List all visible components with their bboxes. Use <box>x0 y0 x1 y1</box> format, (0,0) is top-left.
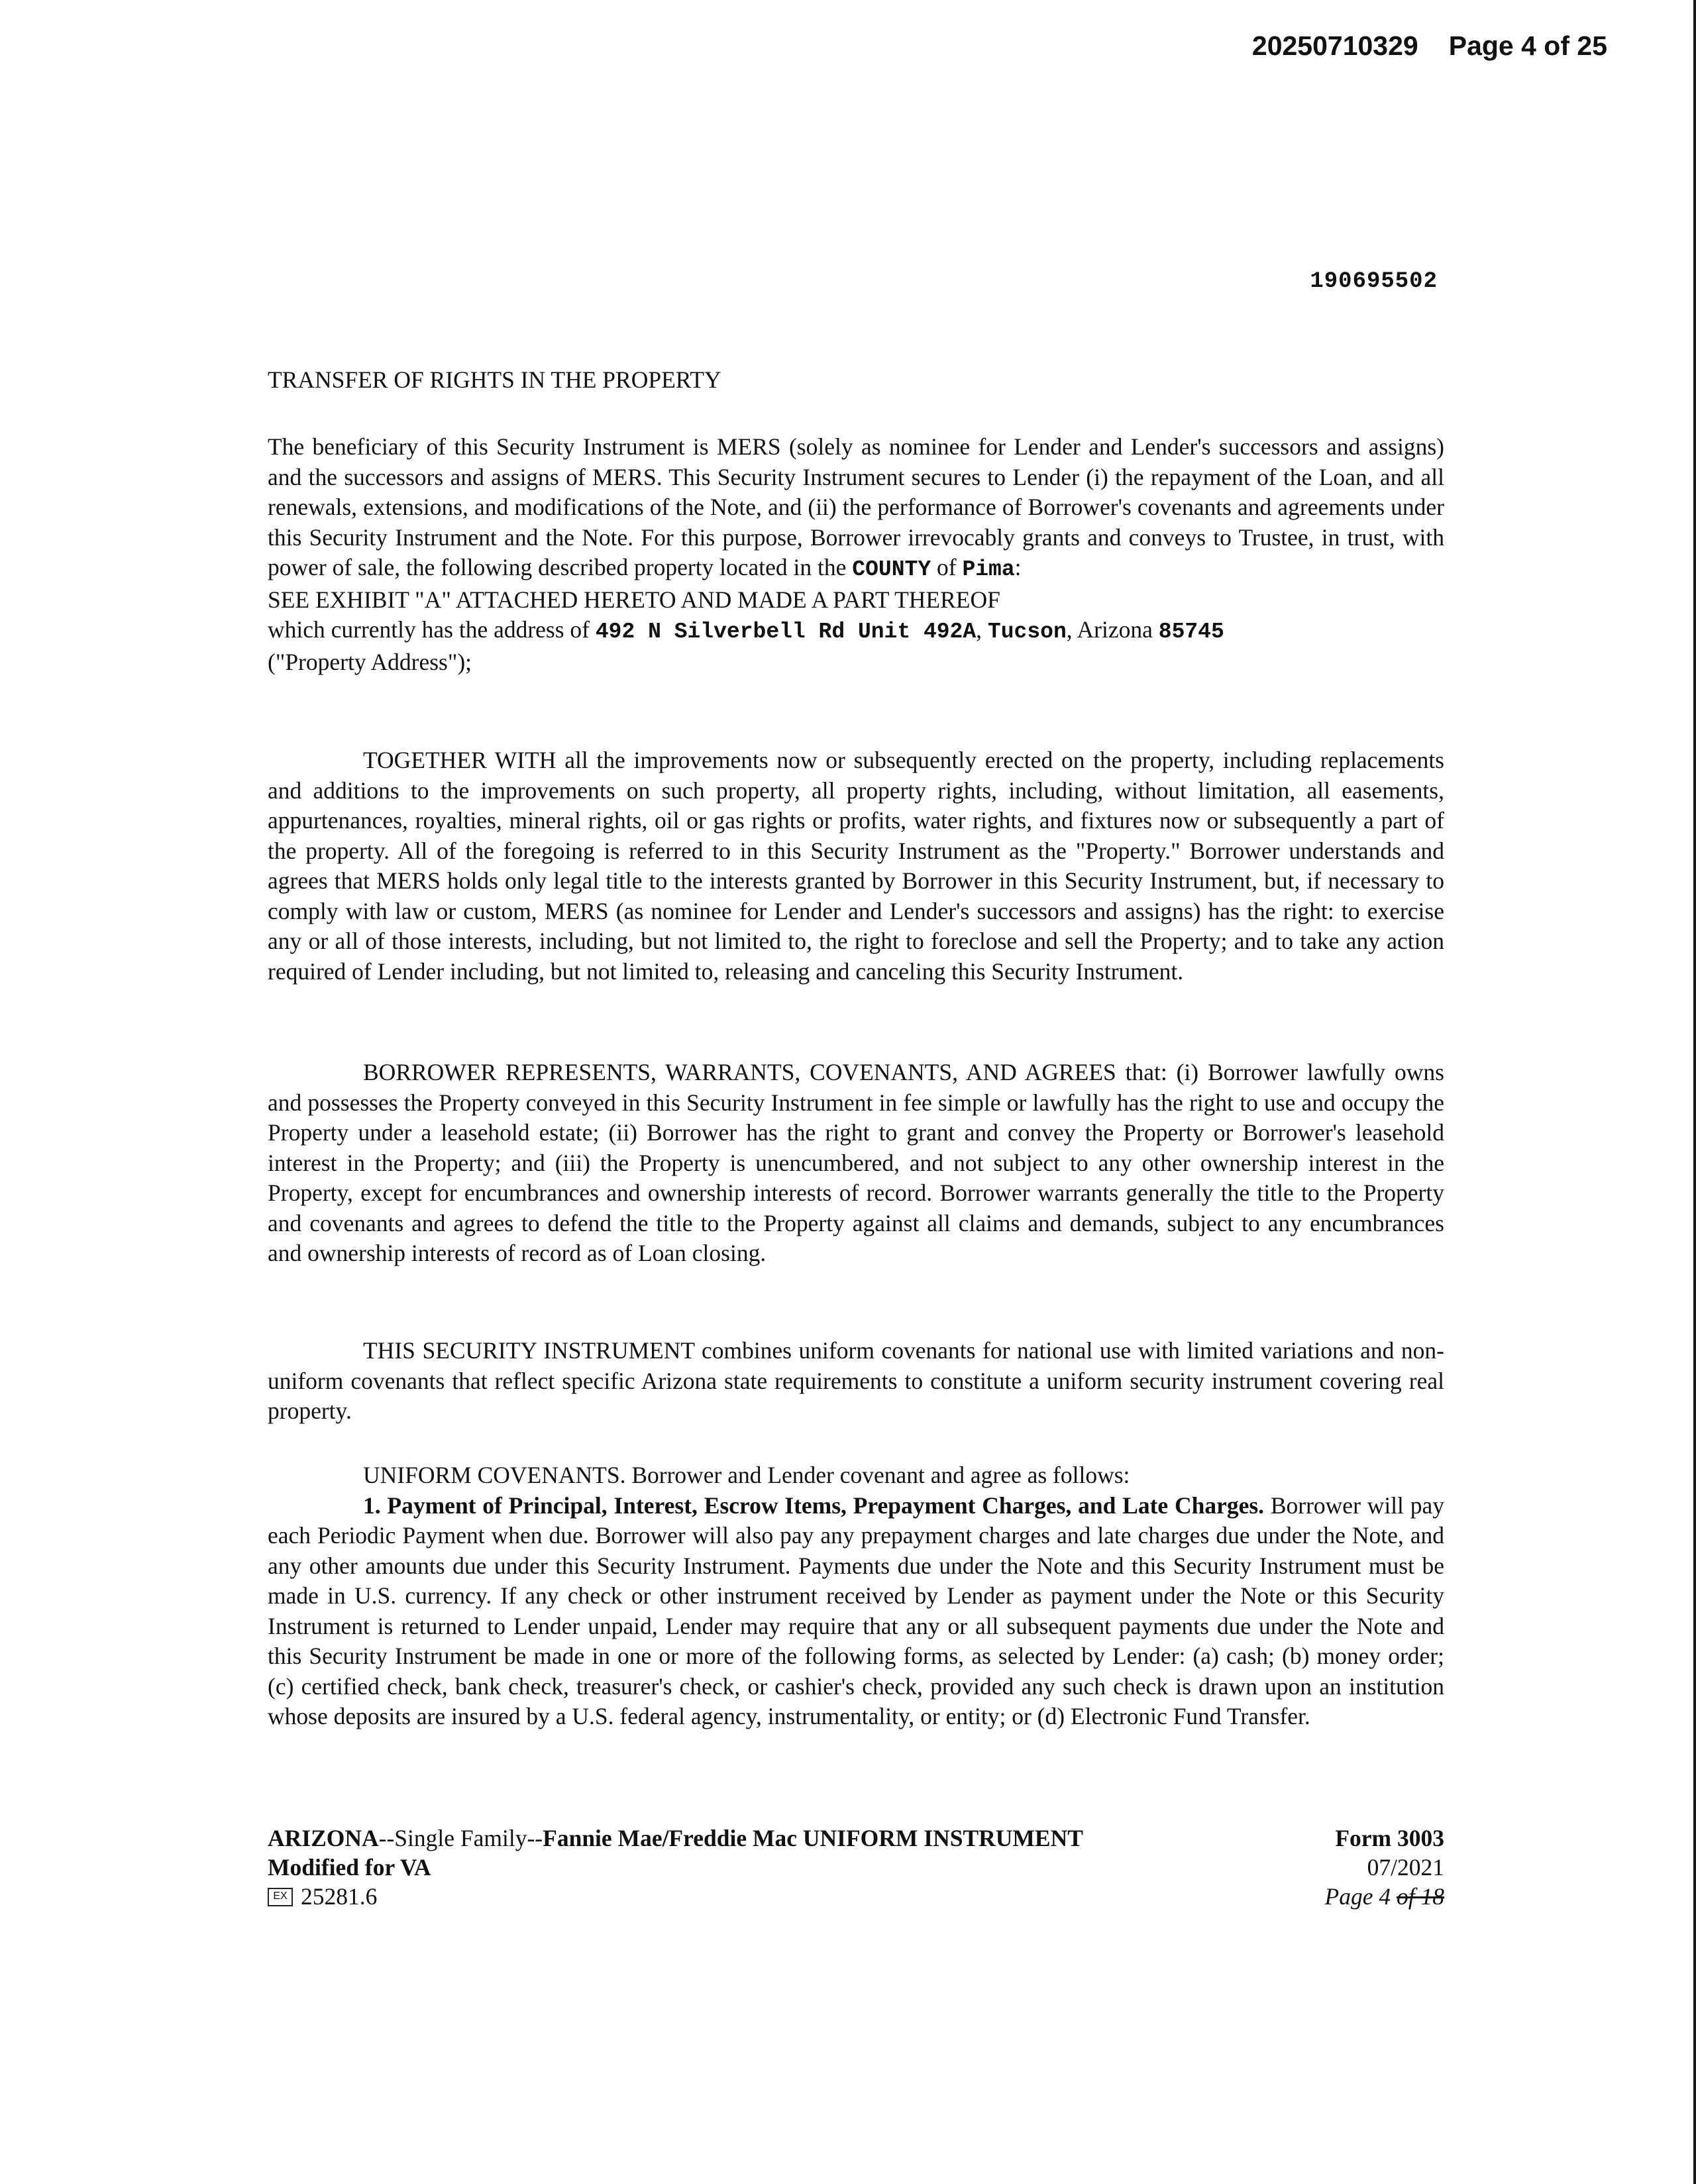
loan-number: 190695502 <box>1310 269 1438 294</box>
recording-number: 20250710329 <box>1251 30 1418 61</box>
beneficiary-text-start: The beneficiary of this Security Instrument is MERS (solely as nominee for Lender and Lender's successors and assigns) and the successors and assigns of MERS. This Security Instrument secures to Lender (i) the repayment of the Loan, and all renewals, extensions, and modifications of the Note, and (ii) the performance of Borrower's covenants and agreements under this Security Instrument and the Note. For this purpose, Borrower irrevocably grants and conveys to Trustee, in trust, with power of sale, the following described property located in the <box>268 433 1444 580</box>
footer-doc-code-line <box>268 1882 1083 1911</box>
footer-form-description <box>268 1824 1083 1911</box>
recording-header <box>1252 30 1607 62</box>
footer-state: ARIZONA <box>268 1825 379 1851</box>
colon: : <box>1014 554 1022 580</box>
footer-line-1 <box>268 1824 1083 1853</box>
city: Tucson <box>987 620 1067 644</box>
footer-page-struck: of 18 <box>1397 1883 1444 1910</box>
state-text: , Arizona <box>1066 616 1159 643</box>
footer-single-family: --Single Family-- <box>378 1825 543 1851</box>
page-indicator: Page 4 of 25 <box>1448 30 1607 61</box>
jurisdiction-name: Pima <box>962 557 1015 582</box>
street-address: 492 N Silverbell Rd Unit 492A <box>595 620 977 644</box>
property-address-label: ("Property Address"); <box>268 648 472 675</box>
of-word: of <box>931 554 963 580</box>
covenant-1 <box>268 1491 1444 1732</box>
address-comma: , <box>976 616 988 643</box>
ellie-mae-ex-icon <box>268 1888 293 1906</box>
footer-page-line <box>1325 1882 1444 1911</box>
beneficiary-text <box>268 432 1444 585</box>
footer-form-number: Form 3003 <box>1335 1825 1444 1851</box>
footer-uniform-instrument: Fannie Mae/Freddie Mac UNIFORM INSTRUMENT <box>543 1825 1083 1851</box>
section-title: TRANSFER OF RIGHTS IN THE PROPERTY <box>268 366 721 393</box>
footer-form-info <box>1325 1824 1444 1911</box>
footer-form-date: 07/2021 <box>1367 1854 1444 1881</box>
uniform-covenants-intro: UNIFORM COVENANTS. Borrower and Lender covenant and agree as follows: <box>363 1462 1130 1488</box>
together-with-paragraph: TOGETHER WITH all the improvements now or subsequently erected on the property, including replacements and additions to the improvements on such property, all property rights, including, without limitation, all easements, appurtenances, royalties, mineral rights, oil or gas rights or profits, water rights, and fixtures now or subsequently a part of the property. All of the foregoing is referred to in this Security Instrument as the "Property." Borrower understands and agrees that MERS holds only legal title to the interests granted by Borrower in this Security Instrument, but, if necessary to comply with law or custom, MERS (as nominee for Lender and Lender's successors and assigns) has the right: to exercise any or all of those interests, including, but not limited to, the right to foreclose and sell the Property; and to take any action required of Lender including, but not limited to, releasing and canceling this Security Instrument. <box>268 747 1444 985</box>
beneficiary-paragraph <box>268 432 1444 677</box>
zip-code: 85745 <box>1158 620 1224 644</box>
footer-modified-for: Modified for VA <box>268 1854 431 1881</box>
exhibit-line: SEE EXHIBIT "A" ATTACHED HERETO AND MADE A PART THEREOF <box>268 586 1000 613</box>
covenant-1-text: Borrower will pay each Periodic Payment when due. Borrower will also pay any prepayment charges and late charges due under the Note, and any other amounts due under this Security Instrument. Payments due under the Note and this Security Instrument must be made in U.S. currency. If any check or other instrument received by Lender as payment under the Note or this Security Instrument is returned to Lender unpaid, Lender may require that any or all subsequent payments due under the Note and this Security Instrument be made in one or more of the following forms, as selected by Lender: (a) cash; (b) money order; (c) certified check, bank check, treasurer's check, or cashier's check, provided any such check is drawn upon an institution whose deposits are insured by a U.S. federal agency, instrumentality, or entity; or (d) Electronic Fund Transfer. <box>268 1492 1444 1729</box>
footer-doc-code: 25281.6 <box>301 1883 378 1910</box>
footer-page-label: Page 4 <box>1324 1883 1397 1910</box>
page-edge-line <box>1693 0 1696 2184</box>
address-prefix: which currently has the address of <box>268 616 596 643</box>
borrower-represents-paragraph: BORROWER REPRESENTS, WARRANTS, COVENANTS, AND AGREES that: (i) Borrower lawfully owns and possesses the Property conveyed in this Security Instrument in fee simple or lawfully has the right to use and occupy the Property under a leasehold estate; (ii) Borrower has the right to grant and convey the Property or Borrower's leasehold interest in the Property; and (iii) the Property is unencumbered, and not subject to any other ownership interest in the Property, except for encumbrances and ownership interests of record. Borrower warrants generally the title to the Property and covenants and agrees to defend the title to the Property against all claims and demands, subject to any encumbrances and ownership interests of record as of Loan closing. <box>268 1059 1444 1266</box>
address-line <box>268 615 1444 647</box>
this-security-instrument-paragraph: THIS SECURITY INSTRUMENT combines uniform covenants for national use with limited variations and non-uniform covenants that reflect specific Arizona state requirements to constitute a uniform security instrument covering real property. <box>268 1337 1444 1424</box>
jurisdiction-type: COUNTY <box>852 557 931 582</box>
uniform-covenants-section <box>268 1460 1444 1732</box>
covenant-1-heading: 1. Payment of Principal, Interest, Escrow Items, Prepayment Charges, and Late Charges. <box>363 1492 1265 1519</box>
